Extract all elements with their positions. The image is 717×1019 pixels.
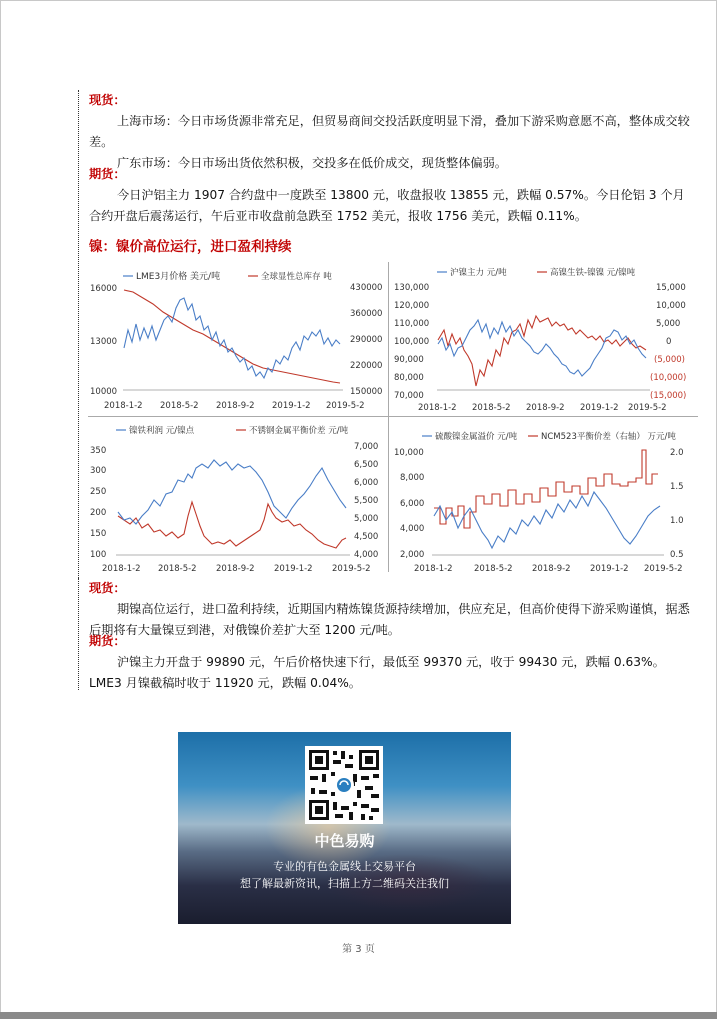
svg-text:5,000: 5,000 (656, 319, 681, 329)
svg-text:(5,000): (5,000) (654, 355, 685, 365)
svg-text:5,000: 5,000 (354, 514, 379, 524)
futures-section-2 (89, 631, 694, 694)
svg-text:6,500: 6,500 (354, 460, 379, 470)
svg-text:1.0: 1.0 (670, 516, 684, 526)
svg-text:2019-1-2: 2019-1-2 (580, 403, 619, 412)
chart-divider-horizontal (88, 416, 698, 417)
chart3-legend-1: 镍铁利润 元/镍点 (129, 426, 195, 436)
promo-banner (178, 732, 511, 924)
svg-text:4,000: 4,000 (354, 550, 379, 560)
spot-paragraph-nickel: 期镍高位运行，进口盈利持续，近期国内精炼镍货源持续增加，供应充足，但高价使得下游采购谨慎，据悉后期将有大量镍豆到港，对俄镍价差扩大至 1200 元/吨。 (89, 602, 690, 637)
svg-text:90,000: 90,000 (394, 355, 424, 365)
svg-text:150000: 150000 (350, 387, 383, 397)
svg-text:0.5: 0.5 (670, 550, 684, 560)
svg-text:(15,000): (15,000) (650, 391, 687, 401)
chart2-legend-1: 沪镍主力 元/吨 (450, 268, 507, 278)
svg-text:120,000: 120,000 (394, 301, 430, 311)
svg-text:10,000: 10,000 (656, 301, 686, 311)
svg-text:2019-1-2: 2019-1-2 (274, 564, 313, 574)
svg-text:70,000: 70,000 (394, 391, 424, 401)
svg-text:130,000: 130,000 (394, 283, 430, 293)
content-block-2 (78, 578, 699, 690)
svg-text:350: 350 (90, 446, 107, 456)
promo-line-2: 想了解最新资讯，扫描上方二维码关注我们 (240, 877, 449, 890)
svg-text:5,500: 5,500 (354, 496, 379, 506)
svg-text:2.0: 2.0 (670, 448, 684, 458)
svg-text:290000: 290000 (350, 335, 383, 345)
chart-npi-profit-ss-spread (88, 420, 388, 579)
qr-code-icon[interactable] (305, 746, 383, 824)
svg-text:16000: 16000 (90, 284, 118, 294)
chart-nickel-sulfate-premium-ncm (392, 420, 697, 579)
svg-text:430000: 430000 (350, 283, 383, 293)
svg-text:2018-5-2: 2018-5-2 (472, 403, 511, 412)
svg-text:2019-5-2: 2019-5-2 (628, 403, 667, 412)
svg-text:2018-5-2: 2018-5-2 (474, 564, 513, 574)
svg-text:250: 250 (90, 487, 107, 497)
svg-text:360000: 360000 (350, 309, 383, 319)
svg-text:2019-5-2: 2019-5-2 (332, 564, 371, 574)
svg-text:2018-1-2: 2018-1-2 (104, 401, 143, 411)
svg-text:100,000: 100,000 (394, 337, 430, 347)
svg-text:2019-5-2: 2019-5-2 (326, 401, 365, 411)
svg-text:6,000: 6,000 (354, 478, 379, 488)
chart-divider-vertical (388, 262, 389, 572)
svg-text:100: 100 (90, 550, 107, 560)
svg-text:2018-9-2: 2018-9-2 (216, 401, 255, 411)
spot-paragraph-guangdong: 广东市场：今日市场出货依然积极，交投多在低价成交，现货整体偏弱。 (117, 156, 507, 170)
chart1-legend-2: 全球显性总库存 吨 (261, 272, 332, 282)
svg-text:0: 0 (666, 337, 672, 347)
spot-heading-1: 现货： (89, 93, 126, 107)
svg-text:13000: 13000 (90, 337, 118, 347)
futures-heading-1: 期货： (89, 167, 126, 181)
nickel-section-title: 镍：镍价高位运行，进口盈利持续 (89, 239, 292, 255)
spot-heading-2: 现货： (89, 581, 126, 595)
bottom-strip (0, 1012, 717, 1019)
chart2-legend-2: 高镍生铁-镍镍 元/镍吨 (550, 268, 636, 278)
chart4-legend-1: 硫酸镍金属溢价 元/吨 (435, 432, 518, 442)
svg-text:4,500: 4,500 (354, 532, 379, 542)
svg-text:300: 300 (90, 466, 107, 476)
svg-text:200: 200 (90, 508, 107, 518)
svg-text:220000: 220000 (350, 361, 383, 371)
svg-text:(10,000): (10,000) (650, 373, 687, 383)
chart-shfe-nickel-npi-spread (392, 260, 697, 416)
futures-heading-2: 期货： (89, 634, 126, 648)
futures-paragraph-nickel: 沪镍主力开盘于 99890 元，午后价格快速下行，最低至 99370 元，收于 99430 元，跌幅 0.63%。LME3 月镍截稿时收于 11920 元，跌幅 0.04%。 (89, 655, 665, 690)
svg-text:2018-1-2: 2018-1-2 (102, 564, 141, 574)
svg-text:4,000: 4,000 (400, 524, 425, 534)
chart3-legend-2: 不锈钢金属平衡价差 元/吨 (249, 426, 349, 436)
promo-line-1: 专业的有色金属线上交易平台 (273, 860, 416, 873)
svg-text:2018-9-2: 2018-9-2 (532, 564, 571, 574)
svg-text:2019-1-2: 2019-1-2 (272, 401, 311, 411)
svg-text:2019-1-2: 2019-1-2 (590, 564, 629, 574)
svg-text:2018-9-2: 2018-9-2 (216, 564, 255, 574)
futures-section-1 (89, 164, 694, 227)
svg-text:15,000: 15,000 (656, 283, 686, 293)
chart1-legend-1: LME3月价格 美元/吨 (136, 272, 221, 282)
promo-title: 中色易购 (314, 832, 375, 850)
svg-text:2,000: 2,000 (400, 550, 425, 560)
spot-paragraph-shanghai: 上海市场：今日市场货源非常充足，但贸易商间交投活跃度明显下滑，叠加下游采购意愿不高，整体成交较差。 (89, 114, 690, 149)
chart4-legend-2: NCM523平衡价差（右轴） 万元/吨 (541, 432, 676, 442)
svg-text:2018-9-2: 2018-9-2 (526, 403, 565, 412)
svg-text:7,000: 7,000 (354, 442, 379, 452)
svg-text:10000: 10000 (90, 387, 118, 397)
svg-text:150: 150 (90, 529, 107, 539)
svg-text:2018-5-2: 2018-5-2 (160, 401, 199, 411)
svg-text:110,000: 110,000 (394, 319, 430, 329)
chart-lme-nickel-inventory (88, 260, 388, 416)
svg-text:2018-5-2: 2018-5-2 (158, 564, 197, 574)
svg-text:8,000: 8,000 (400, 473, 425, 483)
svg-text:2019-5-2: 2019-5-2 (644, 564, 683, 574)
futures-paragraph-aluminum: 今日沪铝主力 1907 合约盘中一度跌至 13800 元，收盘报收 13855 元，跌幅 0.57%。今日伦铝 3 个月合约开盘后震荡运行，午后亚市收盘前急跌至 1752 美元，报收 1756 美元，跌幅 0.11%。 (89, 188, 685, 223)
svg-text:10,000: 10,000 (394, 448, 424, 458)
page-number: 第 3 页 (342, 944, 375, 955)
svg-text:80,000: 80,000 (394, 373, 424, 383)
svg-text:2018-1-2: 2018-1-2 (414, 564, 453, 574)
spot-section-1 (89, 90, 694, 174)
svg-text:2018-1-2: 2018-1-2 (418, 403, 457, 412)
svg-text:6,000: 6,000 (400, 499, 425, 509)
svg-text:1.5: 1.5 (670, 482, 684, 492)
